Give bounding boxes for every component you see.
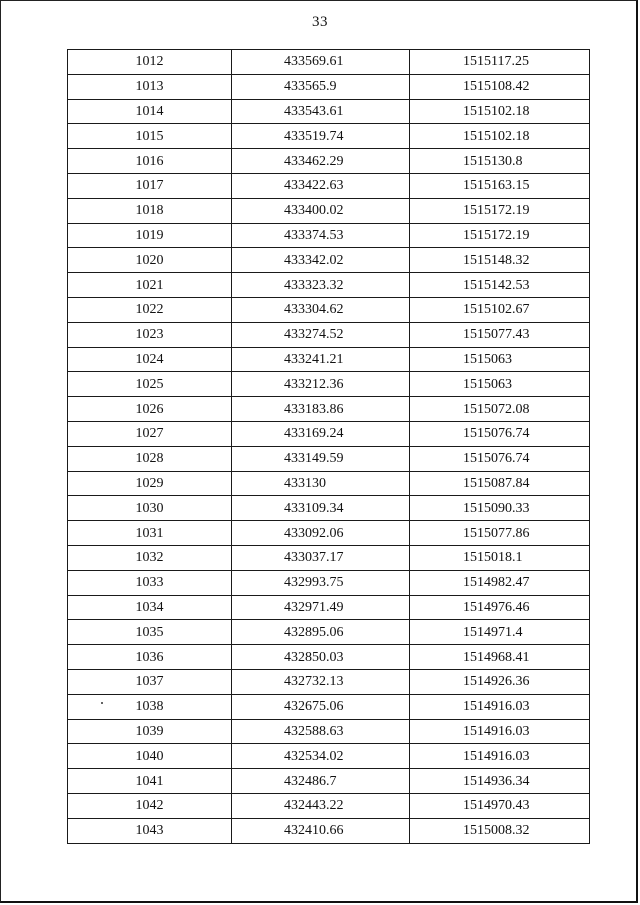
- point-number-cell: 1016: [68, 149, 232, 174]
- point-number-cell: 1024: [68, 347, 232, 372]
- table-row: [68, 719, 590, 744]
- point-number-cell: 1015: [68, 124, 232, 149]
- x-coordinate-cell: 433304.62: [232, 297, 410, 322]
- y-coordinate-cell: 1515117.25: [410, 50, 590, 75]
- y-coordinate-cell: 1514916.03: [410, 744, 590, 769]
- x-coordinate-cell: 432732.13: [232, 669, 410, 694]
- table-row: [68, 372, 590, 397]
- page-number: 33: [312, 14, 328, 30]
- x-coordinate-cell: 432486.7: [232, 769, 410, 794]
- point-number-cell: 1014: [68, 99, 232, 124]
- table-row: [68, 793, 590, 818]
- y-coordinate-cell: 1515018.1: [410, 545, 590, 570]
- table-row: [68, 471, 590, 496]
- y-coordinate-cell: 1515142.53: [410, 273, 590, 298]
- table-row: [68, 124, 590, 149]
- table-row: [68, 173, 590, 198]
- table-row: [68, 620, 590, 645]
- x-coordinate-cell: 433422.63: [232, 173, 410, 198]
- table-row: [68, 496, 590, 521]
- y-coordinate-cell: 1515090.33: [410, 496, 590, 521]
- table-row: [68, 322, 590, 347]
- table-row: [68, 347, 590, 372]
- table-row: [68, 198, 590, 223]
- scan-speck: [101, 702, 103, 704]
- point-number-cell: 1033: [68, 570, 232, 595]
- y-coordinate-cell: 1514982.47: [410, 570, 590, 595]
- x-coordinate-cell: 432410.66: [232, 818, 410, 843]
- y-coordinate-cell: 1514916.03: [410, 719, 590, 744]
- table-row: [68, 397, 590, 422]
- x-coordinate-cell: 433342.02: [232, 248, 410, 273]
- x-coordinate-cell: 433130: [232, 471, 410, 496]
- point-number-cell: 1027: [68, 421, 232, 446]
- table-row: [68, 297, 590, 322]
- table-row: [68, 521, 590, 546]
- point-number-cell: 1023: [68, 322, 232, 347]
- table-row: [68, 50, 590, 75]
- point-number-cell: 1021: [68, 273, 232, 298]
- point-number-cell: 1017: [68, 173, 232, 198]
- x-coordinate-cell: 433323.32: [232, 273, 410, 298]
- point-number-cell: 1013: [68, 74, 232, 99]
- y-coordinate-cell: 1515172.19: [410, 223, 590, 248]
- y-coordinate-cell: 1515102.18: [410, 99, 590, 124]
- point-number-cell: 1039: [68, 719, 232, 744]
- y-coordinate-cell: 1514916.03: [410, 694, 590, 719]
- x-coordinate-cell: 432534.02: [232, 744, 410, 769]
- x-coordinate-cell: 432850.03: [232, 645, 410, 670]
- x-coordinate-cell: 432675.06: [232, 694, 410, 719]
- y-coordinate-cell: 1515172.19: [410, 198, 590, 223]
- y-coordinate-cell: 1514971.4: [410, 620, 590, 645]
- y-coordinate-cell: 1514926.36: [410, 669, 590, 694]
- point-number-cell: 1026: [68, 397, 232, 422]
- table-row: [68, 570, 590, 595]
- x-coordinate-cell: 433519.74: [232, 124, 410, 149]
- x-coordinate-cell: 432588.63: [232, 719, 410, 744]
- x-coordinate-cell: 433565.9: [232, 74, 410, 99]
- x-coordinate-cell: 433149.59: [232, 446, 410, 471]
- table-row: [68, 744, 590, 769]
- y-coordinate-cell: 1514936.34: [410, 769, 590, 794]
- coordinates-table: [67, 49, 590, 844]
- y-coordinate-cell: 1515008.32: [410, 818, 590, 843]
- x-coordinate-cell: 433092.06: [232, 521, 410, 546]
- point-number-cell: 1020: [68, 248, 232, 273]
- table-row: [68, 694, 590, 719]
- point-number-cell: 1042: [68, 793, 232, 818]
- table-row: [68, 248, 590, 273]
- point-number-cell: 1028: [68, 446, 232, 471]
- x-coordinate-cell: 433274.52: [232, 322, 410, 347]
- table-row: [68, 446, 590, 471]
- point-number-cell: 1029: [68, 471, 232, 496]
- x-coordinate-cell: 433109.34: [232, 496, 410, 521]
- point-number-cell: 1035: [68, 620, 232, 645]
- point-number-cell: 1043: [68, 818, 232, 843]
- point-number-cell: 1031: [68, 521, 232, 546]
- y-coordinate-cell: 1515148.32: [410, 248, 590, 273]
- y-coordinate-cell: 1514976.46: [410, 595, 590, 620]
- x-coordinate-cell: 433183.86: [232, 397, 410, 422]
- x-coordinate-cell: 432971.49: [232, 595, 410, 620]
- y-coordinate-cell: 1515077.43: [410, 322, 590, 347]
- point-number-cell: 1018: [68, 198, 232, 223]
- x-coordinate-cell: 433543.61: [232, 99, 410, 124]
- x-coordinate-cell: 433169.24: [232, 421, 410, 446]
- table-row: [68, 149, 590, 174]
- y-coordinate-cell: 1515072.08: [410, 397, 590, 422]
- point-number-cell: 1012: [68, 50, 232, 75]
- table-row: [68, 769, 590, 794]
- x-coordinate-cell: 433212.36: [232, 372, 410, 397]
- y-coordinate-cell: 1515063: [410, 347, 590, 372]
- x-coordinate-cell: 433569.61: [232, 50, 410, 75]
- table-row: [68, 669, 590, 694]
- point-number-cell: 1030: [68, 496, 232, 521]
- table-row: [68, 645, 590, 670]
- point-number-cell: 1040: [68, 744, 232, 769]
- table-row: [68, 223, 590, 248]
- y-coordinate-cell: 1515063: [410, 372, 590, 397]
- table-row: [68, 545, 590, 570]
- y-coordinate-cell: 1515102.18: [410, 124, 590, 149]
- point-number-cell: 1022: [68, 297, 232, 322]
- x-coordinate-cell: 432895.06: [232, 620, 410, 645]
- point-number-cell: 1041: [68, 769, 232, 794]
- x-coordinate-cell: 433374.53: [232, 223, 410, 248]
- y-coordinate-cell: 1515077.86: [410, 521, 590, 546]
- point-number-cell: 1019: [68, 223, 232, 248]
- table-row: [68, 595, 590, 620]
- table-row: [68, 818, 590, 843]
- coordinates-table-body: [68, 50, 590, 844]
- table-row: [68, 273, 590, 298]
- table-row: [68, 99, 590, 124]
- x-coordinate-cell: 432993.75: [232, 570, 410, 595]
- x-coordinate-cell: 433462.29: [232, 149, 410, 174]
- y-coordinate-cell: 1515163.15: [410, 173, 590, 198]
- y-coordinate-cell: 1514968.41: [410, 645, 590, 670]
- table-row: [68, 74, 590, 99]
- point-number-cell: 1036: [68, 645, 232, 670]
- y-coordinate-cell: 1515108.42: [410, 74, 590, 99]
- y-coordinate-cell: 1515076.74: [410, 421, 590, 446]
- y-coordinate-cell: 1515076.74: [410, 446, 590, 471]
- point-number-cell: 1038: [68, 694, 232, 719]
- point-number-cell: 1032: [68, 545, 232, 570]
- y-coordinate-cell: 1514970.43: [410, 793, 590, 818]
- point-number-cell: 1034: [68, 595, 232, 620]
- y-coordinate-cell: 1515130.8: [410, 149, 590, 174]
- table-row: [68, 421, 590, 446]
- x-coordinate-cell: 432443.22: [232, 793, 410, 818]
- point-number-cell: 1025: [68, 372, 232, 397]
- y-coordinate-cell: 1515102.67: [410, 297, 590, 322]
- x-coordinate-cell: 433400.02: [232, 198, 410, 223]
- y-coordinate-cell: 1515087.84: [410, 471, 590, 496]
- point-number-cell: 1037: [68, 669, 232, 694]
- x-coordinate-cell: 433241.21: [232, 347, 410, 372]
- x-coordinate-cell: 433037.17: [232, 545, 410, 570]
